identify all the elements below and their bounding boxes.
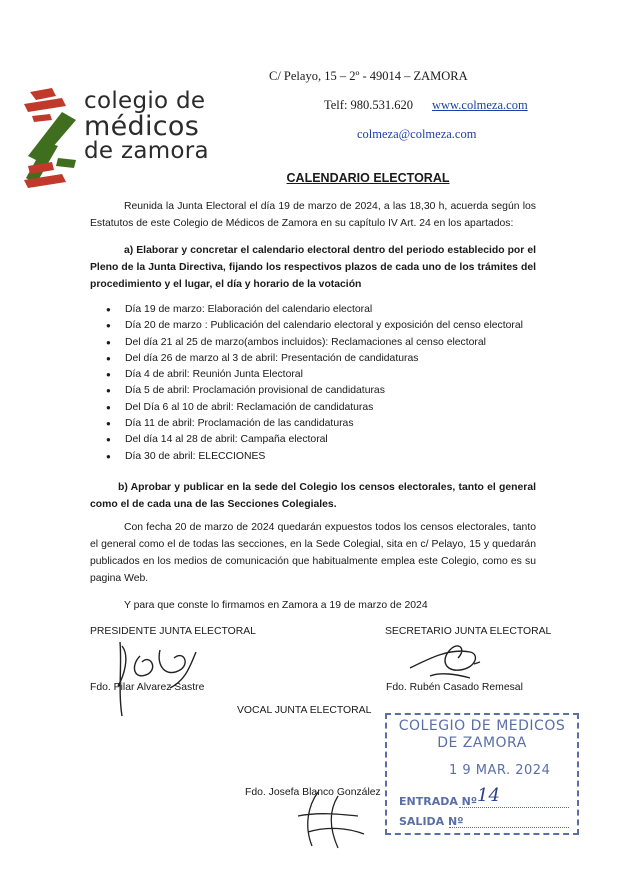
list-item: ● Del día 21 al 25 de marzo(ambos incluidos): Reclamaciones al censo electoral (104, 335, 523, 351)
header-phone: Telf: 980.531.620 (324, 98, 414, 112)
list-item: ● Del Día 6 al 10 de abril: Reclamación de candidaturas (104, 400, 523, 416)
stamp-entrada-line (459, 807, 569, 808)
president-title: PRESIDENTE JUNTA ELECTORAL (90, 626, 256, 637)
list-item: ● Día 4 de abril: Reunión Junta Electoral (104, 367, 523, 383)
stamp-line-2: DE ZAMORA (437, 735, 527, 751)
stamp-salida-label: SALIDA Nº (399, 815, 464, 828)
list-item: ● Día 20 de marzo : Publicación del calendario electoral y exposición del censo electoral (104, 318, 523, 334)
list-item: ● Del día 14 al 28 de abril: Campaña electoral (104, 432, 523, 448)
secretary-name: Fdo. Rubén Casado Remesal (386, 682, 523, 693)
secretary-title: SECRETARIO JUNTA ELECTORAL (385, 626, 552, 637)
stamp-salida-line (449, 827, 569, 828)
intro-paragraph: Reunida la Junta Electoral el día 19 de marzo de 2024, a las 18,30 h, acuerda según los Estatutos de este Colegio de Médicos de Zamora en su capítulo IV Art. 24 en los apartados: (90, 201, 536, 229)
header-website-link[interactable]: www.colmeza.com (432, 98, 528, 112)
list-item: ● Día 11 de abril: Proclamación de las candidaturas (104, 416, 523, 432)
calendar-list (104, 302, 523, 465)
stamp-entrada-label: ENTRADA Nº (399, 795, 478, 808)
page-title: CALENDARIO ELECTORAL (286, 171, 450, 185)
list-item: ● Día 19 de marzo: Elaboración del calendario electoral (104, 302, 523, 318)
stamp-date: 1 9 MAR. 2024 (449, 763, 551, 778)
vocal-title: VOCAL JUNTA ELECTORAL (237, 705, 372, 716)
stamp-entrada-number: 14 (477, 785, 500, 806)
closing-line: Y para que conste lo firmamos en Zamora a 19 de marzo de 2024 (124, 600, 428, 611)
vocal-name: Fdo. Josefa Blanco González (245, 787, 381, 798)
logo-line-3: de zamora (84, 138, 209, 164)
president-signature-icon (100, 636, 210, 726)
logo-line-2: médicos (84, 111, 200, 142)
list-item: ● Día 5 de abril: Proclamación provisional de candidaturas (104, 383, 523, 399)
logo-line-1: colegio de (84, 88, 206, 114)
registration-stamp (385, 713, 579, 835)
header-email-link[interactable]: colmeza@colmeza.com (357, 127, 477, 141)
stamp-line-1: COLEGIO DE MEDICOS (398, 718, 566, 734)
header-address: C/ Pelayo, 15 – 2º - 49014 – ZAMORA (269, 69, 468, 83)
president-name: Fdo. Pilar Alvarez Sastre (90, 682, 205, 693)
secretary-signature-icon (400, 628, 490, 688)
section-a-heading: a) Elaborar y concretar el calendario electoral dentro del periodo establecido por el Pleno de la Junta Directiva, fijando los respectivos plazos de cada uno de los trámites del procedimiento y el lugar, el día y horario de la votación (90, 245, 536, 290)
body-paragraph: Con fecha 20 de marzo de 2024 quedarán expuestos todos los censos electorales, tanto el general como el de todas las secciones, en la Sede Colegial, sita en c/ Pelayo, 15 y quedarán publicados en los medios de comunicación que habitualmente emplea este Colegio, como es su pagina Web. (90, 522, 536, 584)
list-item: ● Día 30 de abril: ELECCIONES (104, 449, 523, 465)
list-item: ● Del día 26 de marzo al 3 de abril: Presentación de candidaturas (104, 351, 523, 367)
section-b-heading: b) Aprobar y publicar en la sede del Colegio los censos electorales, tanto el general como el de cada una de las Secciones Colegiales. (90, 482, 536, 510)
logo-text (84, 89, 209, 164)
